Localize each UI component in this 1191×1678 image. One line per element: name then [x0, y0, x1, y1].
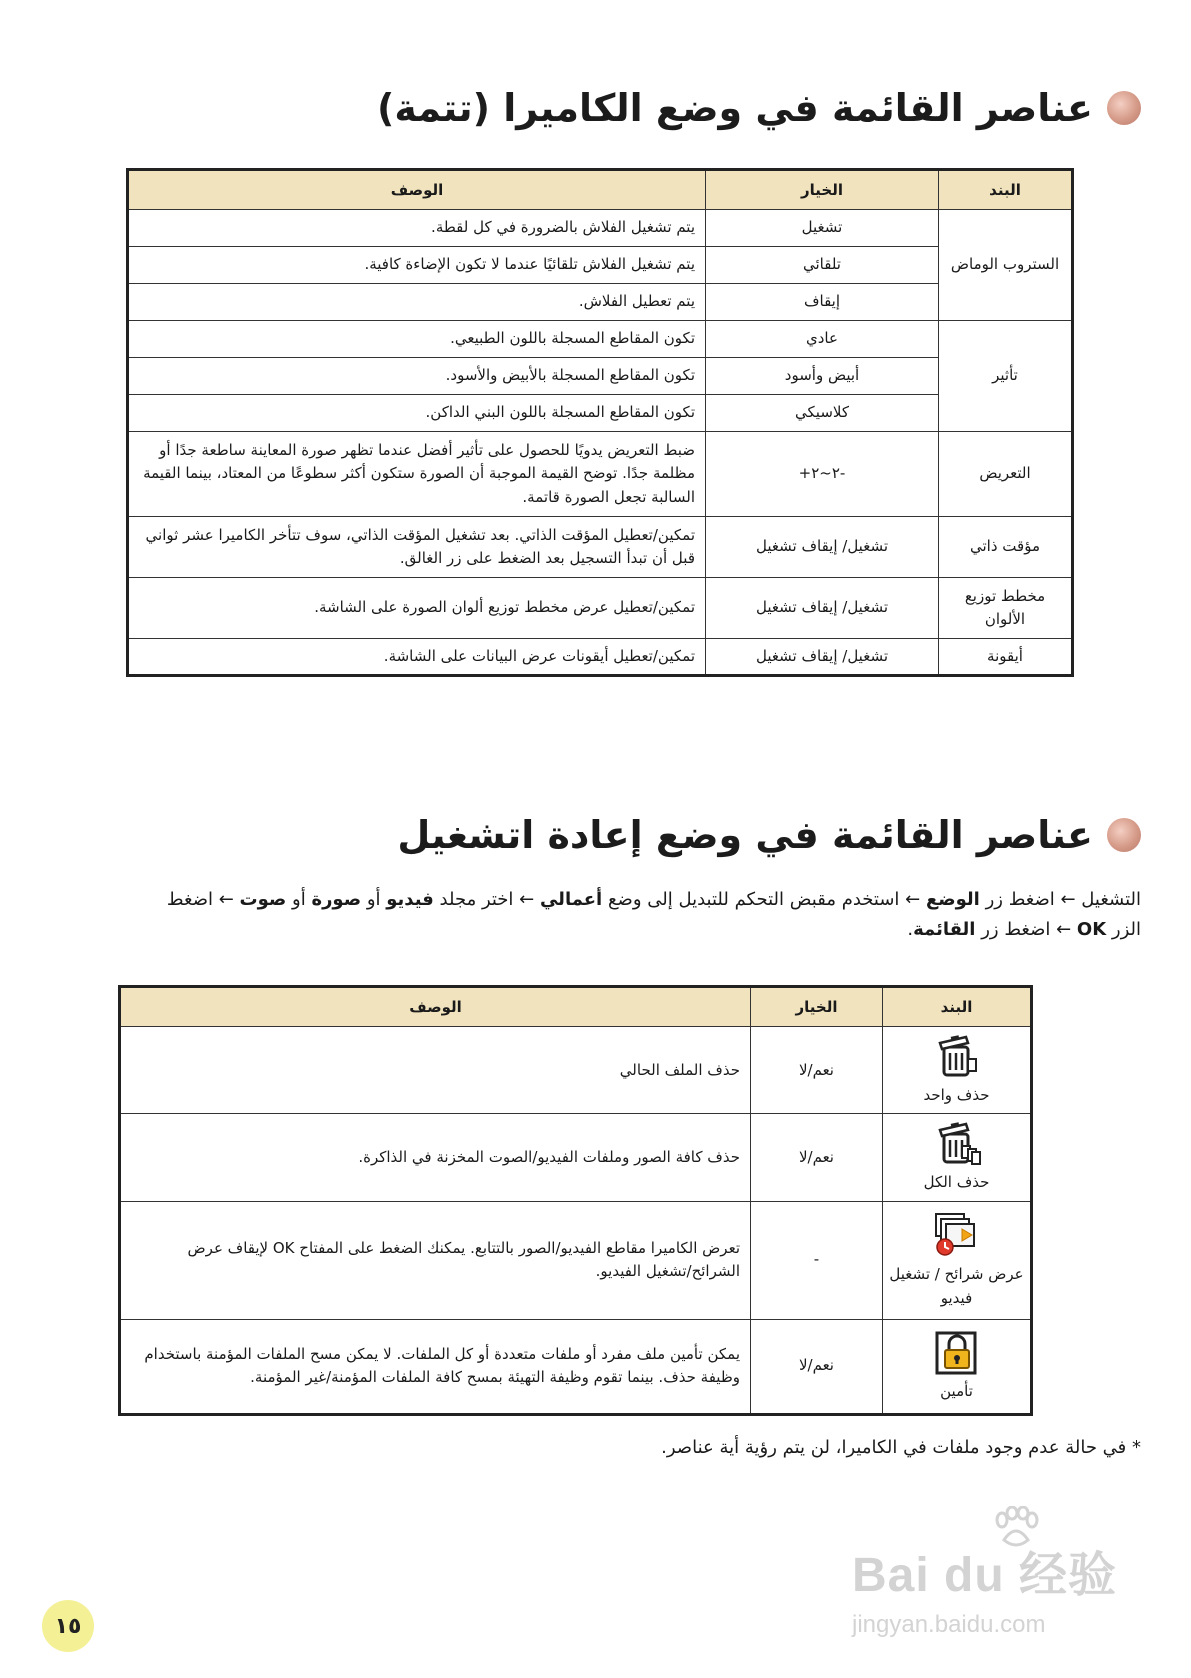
- footnote: * في حالة عدم وجود ملفات في الكاميرا، لن يتم رؤية أية عناصر.: [661, 1437, 1141, 1458]
- instr-text: ← اضغط الزر: [166, 889, 1141, 940]
- section2-title: عناصر القائمة في وضع إعادة اتشغيل: [397, 813, 1093, 857]
- header-desc: الوصف: [120, 987, 751, 1027]
- lock-icon: [932, 1329, 982, 1377]
- desc-cell: تمكين/تعطيل أيقونات عرض البيانات على الشاشة.: [128, 639, 706, 676]
- header-desc: الوصف: [128, 170, 706, 210]
- desc-cell: يمكن تأمين ملف مفرد أو ملفات متعددة أو كل الملفات. لا يمكن مسح الملفات المؤمنة باستخدام وظيفة حذف. بينما تقوم وظيفة التهيئة بمسح كافة الملفات المؤمنة/غير المؤمنة.: [120, 1319, 751, 1414]
- item-label: تأمين: [940, 1381, 973, 1400]
- option-cell: أبيض وأسود: [706, 358, 939, 395]
- table-header-row: [128, 170, 1073, 210]
- header-item: البند: [883, 987, 1032, 1027]
- desc-cell: تكون المقاطع المسجلة بالأبيض والأسود.: [128, 358, 706, 395]
- desc-cell: يتم تشغيل الفلاش بالضرورة في كل لقطة.: [128, 210, 706, 247]
- desc-cell: تكون المقاطع المسجلة باللون الطبيعي.: [128, 321, 706, 358]
- instr-text: أو: [361, 889, 387, 910]
- table-row: [128, 578, 1073, 639]
- header-option: الخيار: [706, 170, 939, 210]
- trash-all-icon: [932, 1120, 982, 1168]
- item-delete-all: [883, 1114, 1032, 1201]
- option-cell: نعم/لا: [751, 1027, 883, 1114]
- option-cell: كلاسيكي: [706, 395, 939, 432]
- instr-text: .: [907, 918, 914, 940]
- item-delete-one: [883, 1027, 1032, 1114]
- instr-text: التشغيل ← اضغط زر: [979, 889, 1141, 910]
- instr-text: أو: [286, 889, 312, 910]
- heading-bullet-icon: [1107, 91, 1141, 125]
- item-slideshow: [883, 1201, 1032, 1319]
- desc-cell: يتم تشغيل الفلاش تلقائيًا عندما لا تكون الإضاءة كافية.: [128, 247, 706, 284]
- table-row: [128, 358, 1073, 395]
- option-cell: تلقائي: [706, 247, 939, 284]
- desc-cell: حذف كافة الصور وملفات الفيديو/الصوت المخزنة في الذاكرة.: [120, 1114, 751, 1201]
- page-number: ١٥: [42, 1600, 94, 1652]
- instr-text: ← استخدم مقبض التحكم للتبديل إلى وضع: [602, 889, 926, 910]
- option-cell: -٢~٢+: [706, 432, 939, 517]
- table-row: [120, 1319, 1032, 1414]
- playback-menu-table: [118, 985, 1033, 1416]
- table-row: [128, 210, 1073, 247]
- desc-cell: تمكين/تعطيل المؤقت الذاتي. بعد تشغيل المؤقت الذاتي، سوف تتأخر الكاميرا عشر ثواني قبل أن تبدأ التسجيل بعد الضغط على زر الغالق.: [128, 517, 706, 578]
- item-label: عرض شرائح / تشغيل فيديو: [889, 1265, 1024, 1307]
- instr-text: ← اختر مجلد: [433, 889, 540, 910]
- option-cell: تشغيل/ إيقاف تشغيل: [706, 578, 939, 639]
- paw-icon: [992, 1506, 1040, 1550]
- item-histogram: مخطط توزيع الألوان: [939, 578, 1073, 639]
- table-row: [128, 639, 1073, 676]
- instr-ok: OK: [1076, 918, 1107, 940]
- camera-menu-table: [126, 168, 1074, 677]
- option-cell: نعم/لا: [751, 1319, 883, 1414]
- header-item: البند: [939, 170, 1073, 210]
- option-cell: عادي: [706, 321, 939, 358]
- instr-sound: صوت: [239, 889, 287, 910]
- baidu-watermark: [852, 1510, 1152, 1650]
- table-row: [128, 284, 1073, 321]
- table-row: [128, 321, 1073, 358]
- section1-heading: [377, 86, 1141, 130]
- option-cell: -: [751, 1201, 883, 1319]
- instr-menu: القائمة: [913, 918, 976, 940]
- instr-video: فيديو: [386, 889, 434, 910]
- item-selftimer: مؤقت ذاتي: [939, 517, 1073, 578]
- trash-one-icon: [932, 1033, 982, 1081]
- table-row: [128, 517, 1073, 578]
- item-label: حذف واحد: [923, 1086, 990, 1104]
- watermark-logo: Bai du 经验: [852, 1549, 1118, 1602]
- option-cell: تشغيل/ إيقاف تشغيل: [706, 517, 939, 578]
- slideshow-icon: [932, 1210, 982, 1260]
- table-row: [120, 1027, 1032, 1114]
- section2-heading: [397, 813, 1141, 857]
- table-header-row: [120, 987, 1032, 1027]
- table-row: [120, 1114, 1032, 1201]
- item-label: حذف الكل: [923, 1173, 990, 1192]
- desc-cell: يتم تعطيل الفلاش.: [128, 284, 706, 321]
- instr-mode: الوضع: [925, 889, 980, 910]
- watermark-url: jingyan.baidu.com: [852, 1611, 1046, 1638]
- table-row: [128, 247, 1073, 284]
- table-row: [120, 1201, 1032, 1319]
- item-effect: تأثير: [939, 321, 1073, 432]
- option-cell: تشغيل: [706, 210, 939, 247]
- item-icon: أيقونة: [939, 639, 1073, 676]
- section1-title: عناصر القائمة في وضع الكاميرا (تتمة): [377, 86, 1093, 130]
- desc-cell: تمكين/تعطيل عرض مخطط توزيع ألوان الصورة على الشاشة.: [128, 578, 706, 639]
- desc-cell: تعرض الكاميرا مقاطع الفيديو/الصور بالتتابع. يمكنك الضغط على المفتاح OK لإيقاف عرض الشرائح/تشغيل الفيديو.: [120, 1201, 751, 1319]
- item-flash: الستروب الوماض: [939, 210, 1073, 321]
- item-protect: [883, 1319, 1032, 1414]
- option-cell: تشغيل/ إيقاف تشغيل: [706, 639, 939, 676]
- option-cell: إيقاف: [706, 284, 939, 321]
- option-cell: نعم/لا: [751, 1114, 883, 1201]
- table-row: [128, 432, 1073, 517]
- instr-photo: صورة: [311, 889, 362, 910]
- instr-text: ← اضغط زر: [975, 918, 1077, 940]
- desc-cell: حذف الملف الحالي: [120, 1027, 751, 1114]
- header-option: الخيار: [751, 987, 883, 1027]
- heading-bullet-icon: [1107, 818, 1141, 852]
- table-row: [128, 395, 1073, 432]
- item-exposure: التعريض: [939, 432, 1073, 517]
- instr-myworks: أعمالي: [539, 889, 603, 910]
- playback-instructions: [151, 885, 1141, 944]
- desc-cell: تكون المقاطع المسجلة باللون البني الداكن.: [128, 395, 706, 432]
- desc-cell: ضبط التعريض يدويًا للحصول على تأثير أفضل عندما تظهر صورة المعاينة ساطعة جدًا أو مظلمة جدًا. توضح القيمة الموجبة أن الصورة ستكون أكثر سطوعًا من المعتاد، بينما القيمة السالبة تجعل الصورة قاتمة.: [128, 432, 706, 517]
